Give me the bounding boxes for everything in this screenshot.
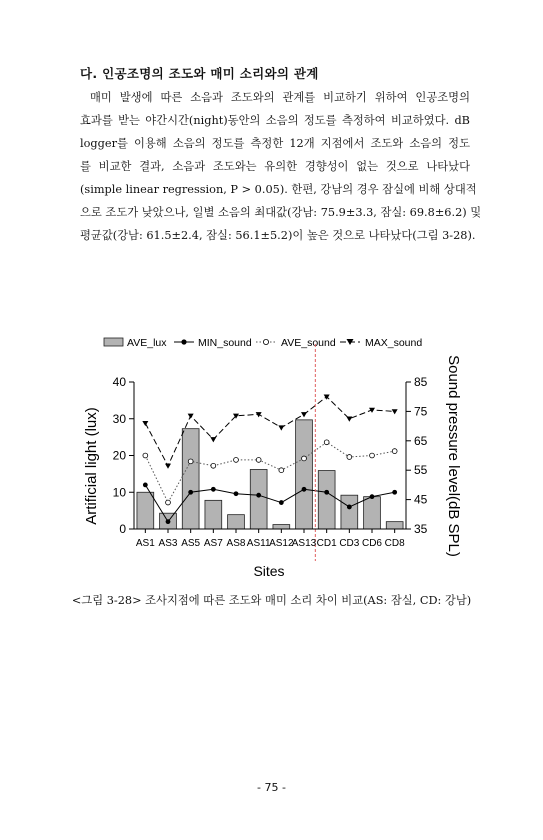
bar [341, 495, 358, 529]
legend-label-max-sound: MAX_sound [365, 337, 423, 349]
x-tick-label: AS11 [246, 538, 271, 549]
point-ave-sound [392, 449, 397, 454]
bar [364, 497, 381, 529]
left-tick-label: 0 [119, 522, 126, 536]
right-tick-label: 85 [414, 375, 428, 389]
x-tick-label: AS5 [181, 538, 201, 549]
paragraph-line: logger를 이용해 소음의 정도를 측정한 12개 지점에서 조도와 소음의 정도 [80, 137, 470, 150]
point-min-sound [211, 487, 216, 492]
paragraph-line: (simple linear regression, P > 0.05). 한편, 강남의 경우 잠실에 비해 상대적 [80, 183, 477, 196]
bar-series-ave-lux [137, 420, 403, 529]
legend-label-ave-sound: AVE_sound [281, 337, 336, 349]
x-tick-label: AS7 [203, 538, 223, 549]
right-tick-label: 45 [414, 492, 428, 507]
right-tick-label: 65 [414, 433, 428, 448]
bar [250, 469, 267, 529]
line-series-group [142, 395, 397, 525]
x-tick-label: AS12 [269, 538, 294, 549]
x-axis-label: Sites [253, 563, 285, 579]
bar [273, 525, 290, 529]
figure-caption: <그림 3-28> 조사지점에 따른 조도와 매미 소리 차이 비교(AS: 잠실, CD: 강남) [71, 594, 472, 607]
point-ave-sound [256, 458, 261, 463]
body-paragraph [80, 86, 482, 247]
bar [318, 471, 335, 529]
point-max-sound [188, 414, 194, 419]
y-axis-label-right: Sound pressure level(dB SPL) [445, 355, 462, 557]
point-ave-sound [279, 468, 284, 473]
point-max-sound [278, 425, 284, 430]
point-min-sound [324, 490, 329, 495]
legend-label-min-sound: MIN_sound [198, 337, 252, 349]
chart [0, 320, 543, 590]
point-max-sound [142, 421, 148, 426]
point-min-sound [166, 519, 171, 524]
point-ave-sound [370, 453, 375, 458]
chart-legend [104, 337, 422, 349]
x-tick-label: AS3 [158, 538, 178, 549]
point-min-sound [256, 493, 261, 498]
page-number: - 75 - [257, 781, 286, 794]
legend-label-ave-lux: AVE_lux [127, 337, 167, 349]
bar [205, 500, 222, 529]
bar [296, 420, 313, 529]
x-tick-label: CD8 [384, 538, 405, 549]
point-min-sound [279, 500, 284, 505]
x-tick-label: CD1 [316, 538, 337, 549]
right-tick-label: 35 [414, 522, 428, 536]
point-ave-sound [324, 440, 329, 445]
point-max-sound [301, 412, 307, 417]
point-min-sound [347, 505, 352, 510]
bar [182, 429, 199, 529]
point-max-sound [392, 409, 398, 414]
point-max-sound [165, 464, 171, 469]
paragraph-line: 효과를 받는 야간시간(night)동안의 소음의 정도를 측정하여 비교하였다. dB [80, 114, 470, 127]
point-min-sound [370, 494, 375, 499]
section-heading: 다. 인공조명의 조도와 매미 소리와의 관계 [80, 66, 319, 81]
point-ave-sound [211, 463, 216, 468]
point-min-sound [234, 491, 239, 496]
point-min-sound [188, 490, 193, 495]
paragraph-line: 평균값(강남: 61.5±2.4, 잠실: 56.1±5.2)이 높은 것으로 나타났다(그림 3-28). [80, 229, 476, 242]
legend-marker-min-sound [181, 339, 186, 344]
point-ave-sound [347, 455, 352, 460]
point-min-sound [302, 487, 307, 492]
x-tick-label: AS8 [226, 538, 246, 549]
point-ave-sound [143, 453, 148, 458]
bar [228, 515, 245, 529]
bar [137, 492, 154, 529]
point-ave-sound [188, 459, 193, 464]
left-axis-ticks [113, 375, 134, 536]
x-tick-label: AS13 [291, 538, 317, 549]
paragraph-line: 으로 조도가 낮았으나, 일별 소음의 최대값(강남: 75.9±3.3, 잠실: 69.8±6.2) 및 [80, 206, 482, 219]
x-tick-label: CD3 [339, 538, 360, 549]
y-axis-label-left: Artificial light (lux) [83, 407, 100, 525]
left-tick-label: 20 [112, 448, 126, 463]
right-tick-label: 55 [414, 463, 428, 478]
point-max-sound [346, 417, 352, 422]
left-tick-label: 30 [112, 411, 126, 426]
x-tick-label: AS1 [135, 538, 155, 549]
bar [386, 522, 403, 529]
paragraph-line: 매미 발생에 따른 소음과 조도와의 관계를 비교하기 위하여 인공조명의 [90, 91, 470, 104]
left-tick-label: 10 [112, 485, 126, 500]
legend-marker-ave-sound [263, 339, 268, 344]
x-axis-ticks [136, 529, 405, 549]
point-min-sound [143, 483, 148, 488]
right-axis-ticks [406, 375, 428, 536]
right-tick-label: 75 [414, 404, 428, 419]
point-ave-sound [234, 458, 239, 463]
point-ave-sound [302, 456, 307, 461]
point-ave-sound [166, 500, 171, 505]
legend-swatch-ave-lux [104, 338, 123, 346]
x-tick-label: CD6 [361, 538, 383, 549]
point-min-sound [392, 490, 397, 495]
left-tick-label: 40 [112, 375, 126, 389]
point-max-sound [210, 437, 216, 442]
paragraph-line: 를 비교한 결과, 소음과 조도와는 유의한 경향성이 없는 것으로 나타났다 [80, 160, 470, 173]
